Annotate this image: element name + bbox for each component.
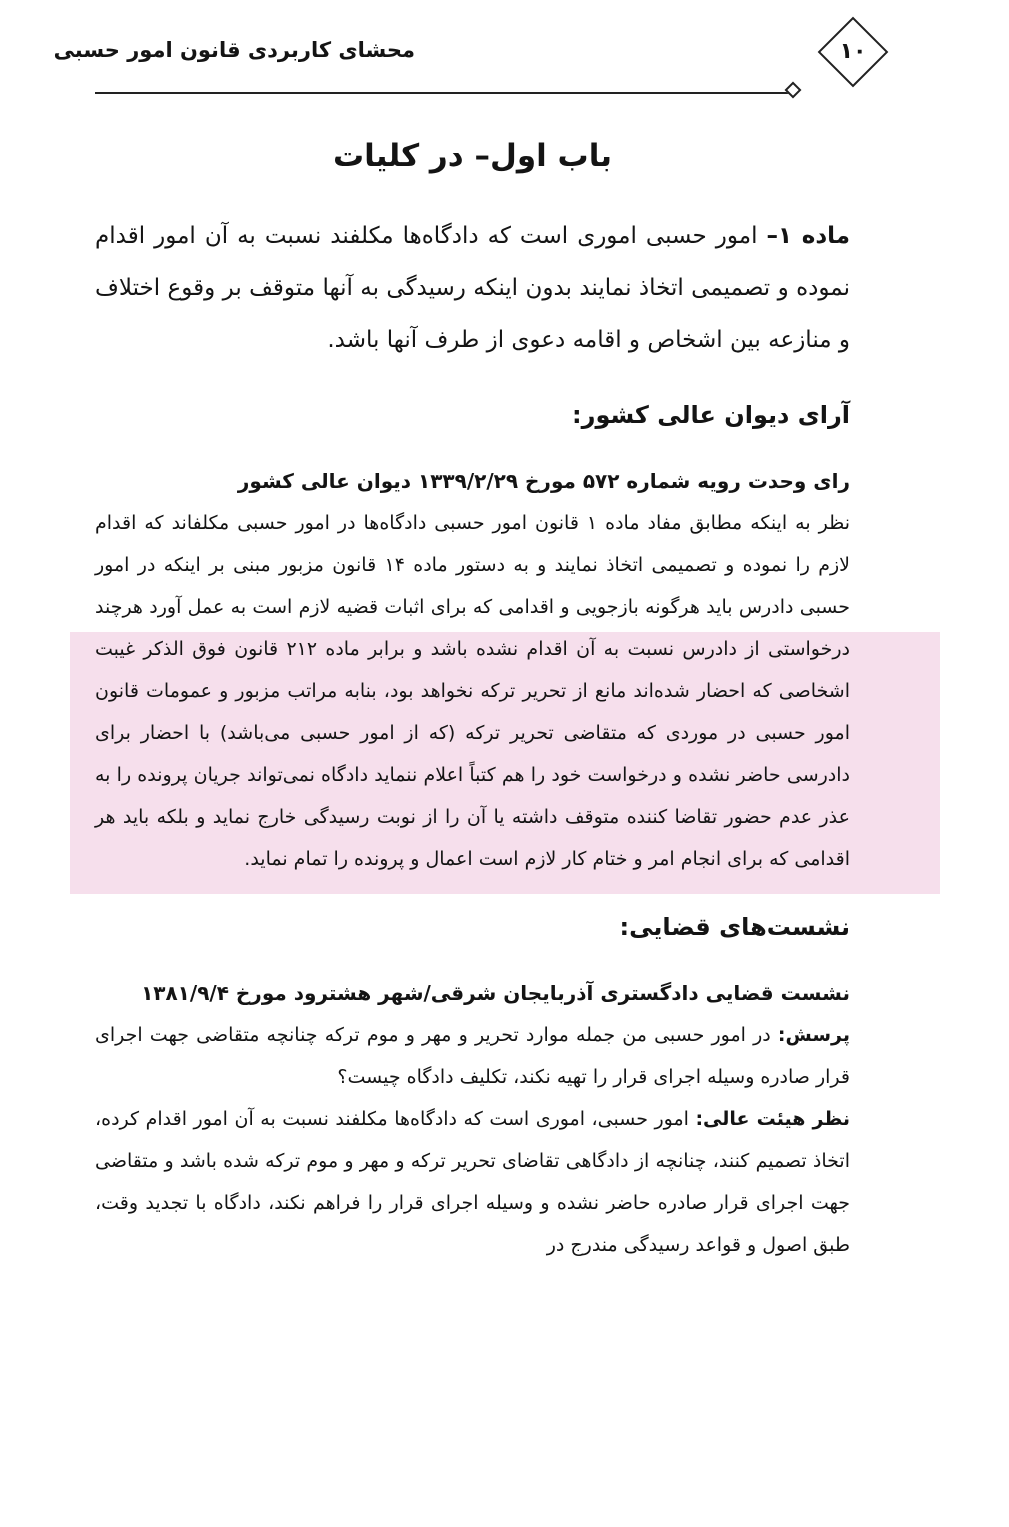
supreme-court-heading: آرای دیوان عالی کشور: xyxy=(572,401,850,429)
chapter-title: باب اول– در کلیات xyxy=(333,138,612,174)
running-header-title: محشای کاربردی قانون امور حسبی xyxy=(53,38,415,62)
ruling-title: رای وحدت رویه شماره ۵۷۲ مورخ ۱۳۳۹/۲/۲۹ دیوان عالی کشور xyxy=(237,469,850,493)
session-title: نشست قضایی دادگستری آذربایجان شرقی/شهر هشترود مورخ ۱۳۸۱/۹/۴ xyxy=(141,981,850,1005)
session-answer xyxy=(95,1098,850,1266)
session-question xyxy=(95,1014,850,1098)
answer-label: نظر هیئت عالی: xyxy=(695,1108,850,1130)
article-1-text: امور حسبی اموری است که دادگاه‌ها مکلفند نسبت به آن امور اقدام نموده و تصمیمی اتخاذ نمایند بدون اینکه رسیدگی به آنها متوقف بر وقوع اختلاف و منازعه بین اشخاص و اقامه دعوی از طرف آنها باشد. xyxy=(95,223,850,353)
header-rule xyxy=(95,92,790,94)
header-rule-diamond xyxy=(785,82,802,99)
page-number: ۱۰ xyxy=(839,39,867,64)
ruling-text: نظر به اینکه مطابق مفاد ماده ۱ قانون امور حسبی دادگاه‌ها در امور حسبی مکلفاند که اقدام لازم را نموده و تصمیمی اتخاذ نمایند و به دستور ماده ۱۴ قانون مزبور مبنی بر اینکه در امور حسبی دادرس باید هرگونه بازجویی و اقدامی که برای اثبات قضیه لازم است به عمل آورد هرچند درخواستی از دادرس نسبت به آن اقدام نشده باشد و برابر ماده ۲۱۲ قانون فوق الذکر غیبت اشخاصی که احضار شده‌اند مانع از تحریر ترکه نخواهد بود، بنابه مراتب مزبور و عمومات قانون امور حسبی در موردی که متقاضی تحریر ترکه (که از امور حسبی می‌باشد) با احضار برای دادرسی حاضر نشده و درخواست خود را هم کتباً اعلام ننماید دادگاه نمی‌تواند جریان پرونده را به عذر عدم حضور تقاضا کننده متوقف داشته یا آن را از نوبت رسیدگی خارج نماید و بلکه باید هر اقدامی که برای انجام امر و ختام کار لازم است اعمال و پرونده را تمام نماید. xyxy=(95,512,850,870)
page-content xyxy=(95,128,850,1266)
article-1-label: ماده ۱– xyxy=(766,223,850,249)
article-1 xyxy=(95,210,850,366)
answer-text: امور حسبی، اموری است که دادگاه‌ها مکلفند نسبت به آن امور اقدام کرده، اتخاذ تصمیم کنند، چنانچه از دادگاهی تقاضای تحریر ترکه و مهر و موم ترکه شده باشد و متقاضی جهت اجرای قرار صادره حاضر نشده و وسیله اجرای قرار را فراهم نکند، دادگاه با تجدید وقت، طبق اصول و قواعد رسیدگی مندرج در xyxy=(95,1108,850,1256)
question-label: پرسش: xyxy=(777,1024,850,1046)
question-text: در امور حسبی من جمله موارد تحریر و مهر و موم ترکه چنانچه متقاضی جهت اجرای قرار صادره وسیله اجرای قرار را تهیه نکند، تکلیف دادگاه چیست؟ xyxy=(95,1024,850,1088)
judicial-sessions-heading: نشست‌های قضایی: xyxy=(619,913,850,941)
page-number-badge xyxy=(820,19,888,87)
